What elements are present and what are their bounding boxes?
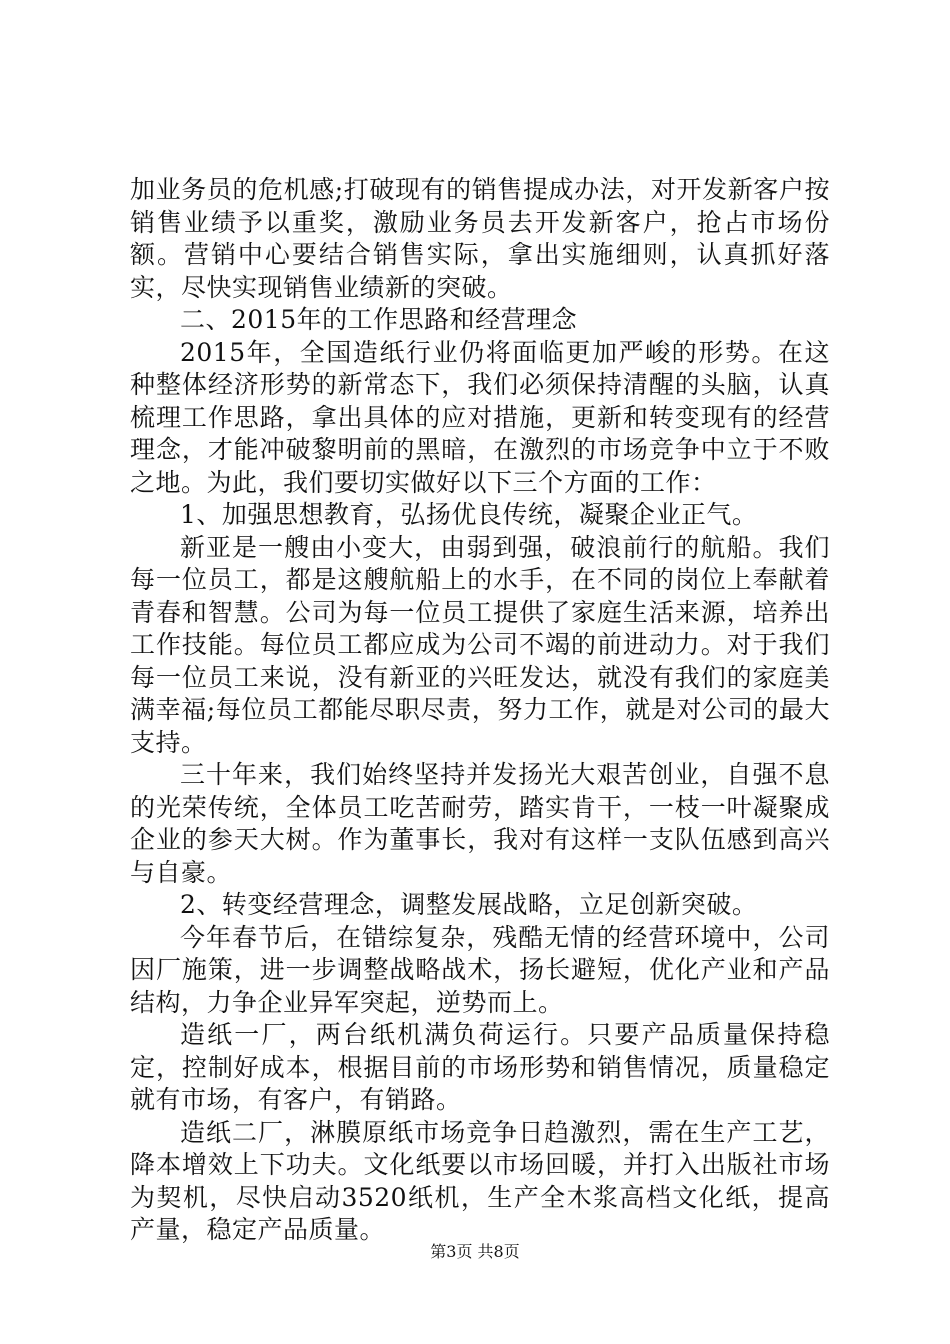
document-body [130, 174, 830, 1247]
paragraph: 造纸一厂，两台纸机满负荷运行。只要产品质量保持稳定，控制好成本，根据目前的市场形势和销售情况，质量稳定就有市场，有客户，有销路。 [130, 1020, 830, 1114]
paragraph: 三十年来，我们始终坚持并发扬光大艰苦创业，自强不息的光荣传统，全体员工吃苦耐劳，踏实肯干，一枝一叶凝聚成企业的参天大树。作为董事长，我对有这样一支队伍感到高兴与自豪。 [130, 760, 830, 887]
paragraph: 造纸二厂，淋膜原纸市场竞争日趋激烈，需在生产工艺，降本增效上下功夫。文化纸要以市场回暖，并打入出版社市场为契机，尽快启动3520纸机，生产全木浆高档文化纸，提高产量，稳定产品质量。 [130, 1117, 830, 1244]
paragraph: 今年春节后，在错综复杂，残酷无情的经营环境中，公司因厂施策，进一步调整战略战术，扬长避短，优化产业和产品结构，力争企业异军突起，逆势而上。 [130, 922, 830, 1017]
paragraph: 新亚是一艘由小变大，由弱到强，破浪前行的航船。我们每一位员工，都是这艘航船上的水手，在不同的岗位上奉献着青春和智慧。公司为每一位员工提供了家庭生活来源，培养出工作技能。每位员工都应成为公司不竭的前进动力。对于我们每一位员工来说，没有新亚的兴旺发达，就没有我们的家庭美满幸福;每位员工都能尽职尽责，努力工作，就是对公司的最大支持。 [130, 532, 830, 757]
page-number-label: 第3页 共8页 [430, 1242, 520, 1261]
paragraph: 加业务员的危机感;打破现有的销售提成办法，对开发新客户按销售业绩予以重奖，激励业务员去开发新客户，抢占市场份额。营销中心要结合销售实际，拿出实施细则，认真抓好落实，尽快实现销售业绩新的突破。 [130, 175, 830, 302]
subsection-heading: 2、转变经营理念，调整发展战略，立足创新突破。 [180, 890, 758, 919]
page-footer [0, 1242, 950, 1262]
subsection-heading: 1、加强思想教育，弘扬优良传统，凝聚企业正气。 [180, 500, 758, 529]
paragraph: 2015年，全国造纸行业仍将面临更加严峻的形势。在这种整体经济形势的新常态下，我们必须保持清醒的头脑，认真梳理工作思路，拿出具体的应对措施，更新和转变现有的经营理念，才能冲破黎明前的黑暗，在激烈的市场竞争中立于不败之地。为此，我们要切实做好以下三个方面的工作： [130, 337, 830, 497]
section-heading: 二、2015年的工作思路和经营理念 [180, 305, 578, 334]
